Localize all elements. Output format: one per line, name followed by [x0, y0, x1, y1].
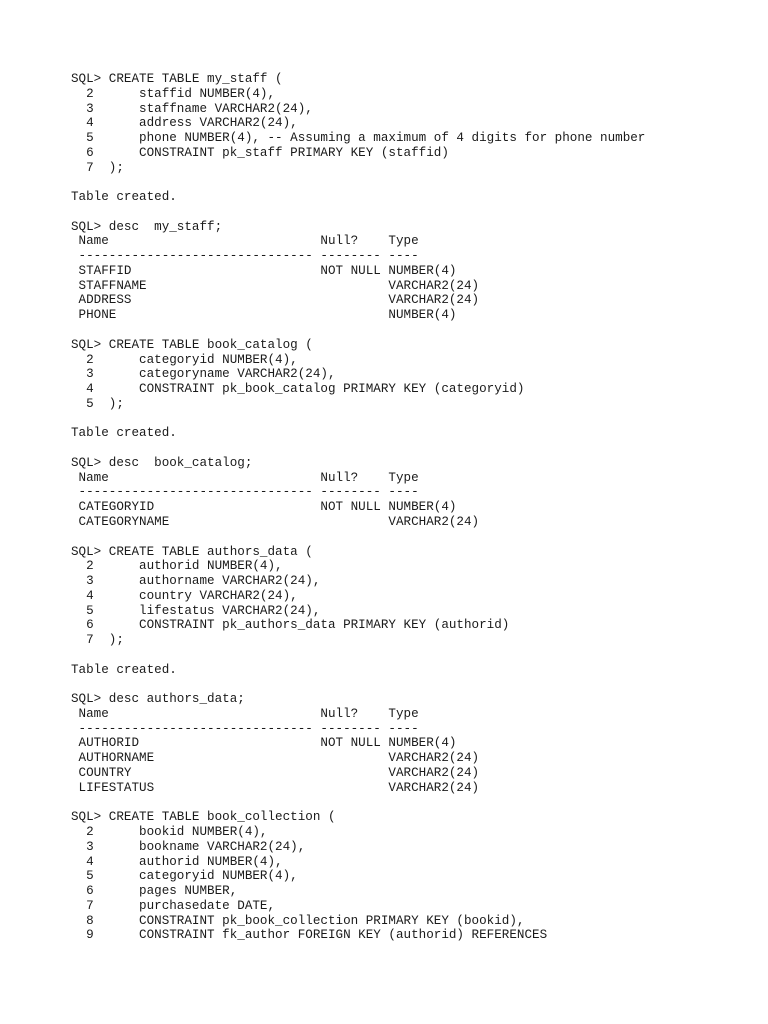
transcript-line: SQL> CREATE TABLE my_staff (: [71, 72, 283, 86]
transcript-line: ------------------------------- -------- ----: [71, 485, 419, 500]
transcript-line: AUTHORID NOT NULL NUMBER(4): [71, 736, 457, 751]
transcript-line: [71, 323, 751, 338]
transcript-line: 3 categoryname VARCHAR2(24),: [71, 367, 336, 382]
transcript-line: [71, 205, 751, 220]
transcript-line: 3 authorname VARCHAR2(24),: [71, 574, 321, 589]
transcript-line: STAFFID NOT NULL NUMBER(4): [71, 263, 457, 278]
transcript-line: 2 categoryid NUMBER(4),: [71, 352, 298, 367]
transcript-line: 5 categoryid NUMBER(4),: [71, 869, 298, 884]
transcript-line: CATEGORYID NOT NULL NUMBER(4): [71, 500, 457, 515]
transcript-line: 7 purchasedate DATE,: [71, 898, 276, 913]
transcript-line: 6 CONSTRAINT pk_authors_data PRIMARY KEY (authorid): [71, 618, 510, 633]
transcript-line: [71, 441, 751, 456]
transcript-line: 9 CONSTRAINT fk_author FOREIGN KEY (authorid) REFERENCES: [71, 928, 548, 943]
transcript-line: [71, 648, 751, 663]
transcript-line: ------------------------------- -------- ----: [71, 249, 419, 264]
transcript-line: CATEGORYNAME VARCHAR2(24): [71, 514, 480, 529]
transcript-line: [71, 677, 751, 692]
transcript-line: 7 );: [71, 160, 124, 175]
transcript-line: Table created.: [71, 426, 177, 441]
transcript-line: 3 bookname VARCHAR2(24),: [71, 839, 306, 854]
transcript-line: [71, 175, 751, 190]
transcript-line: SQL> CREATE TABLE book_collection (: [71, 810, 336, 825]
transcript-line: PHONE NUMBER(4): [71, 308, 457, 323]
transcript-line: 2 staffid NUMBER(4),: [71, 86, 276, 101]
transcript-line: Table created.: [71, 662, 177, 677]
transcript-line: Name Null? Type: [71, 470, 419, 485]
transcript-line: 6 pages NUMBER,: [71, 884, 238, 899]
transcript-line: SQL> desc authors_data;: [71, 692, 245, 707]
transcript-line: ------------------------------- -------- ----: [71, 721, 419, 736]
transcript-line: 8 CONSTRAINT pk_book_collection PRIMARY KEY (bookid),: [71, 913, 525, 928]
transcript-line: 2 authorid NUMBER(4),: [71, 559, 283, 574]
transcript-line: 3 staffname VARCHAR2(24),: [71, 101, 313, 116]
transcript-line: Name Null? Type: [71, 706, 419, 721]
transcript-line: SQL> desc my_staff;: [71, 219, 223, 234]
transcript-line: 5 phone NUMBER(4), -- Assuming a maximum of 4 digits for phone number: [71, 131, 646, 146]
transcript-line: 4 address VARCHAR2(24),: [71, 116, 298, 131]
transcript-line: SQL> CREATE TABLE book_catalog (: [71, 337, 313, 352]
transcript-line: COUNTRY VARCHAR2(24): [71, 765, 480, 780]
transcript-line: [71, 796, 751, 811]
transcript-line: LIFESTATUS VARCHAR2(24): [71, 780, 480, 795]
transcript-line: AUTHORNAME VARCHAR2(24): [71, 751, 480, 766]
transcript-line: 5 lifestatus VARCHAR2(24),: [71, 603, 321, 618]
transcript-line: 5 );: [71, 396, 124, 411]
transcript-line: SQL> CREATE TABLE authors_data (: [71, 544, 313, 559]
document-page: [71, 72, 751, 943]
transcript-line: 4 country VARCHAR2(24),: [71, 588, 298, 603]
transcript-line: Name Null? Type: [71, 234, 419, 249]
transcript-line: [71, 530, 751, 545]
transcript-line: 4 CONSTRAINT pk_book_catalog PRIMARY KEY (categoryid): [71, 382, 525, 397]
transcript-line: 6 CONSTRAINT pk_staff PRIMARY KEY (staffid): [71, 145, 449, 160]
transcript-line: 7 );: [71, 633, 124, 648]
sql-console-transcript: [71, 72, 751, 943]
transcript-line: 2 bookid NUMBER(4),: [71, 825, 268, 840]
transcript-line: [71, 412, 751, 427]
transcript-line: Table created.: [71, 190, 177, 205]
transcript-line: STAFFNAME VARCHAR2(24): [71, 278, 480, 293]
transcript-line: ADDRESS VARCHAR2(24): [71, 293, 480, 308]
transcript-line: SQL> desc book_catalog;: [71, 455, 253, 470]
transcript-line: 4 authorid NUMBER(4),: [71, 854, 283, 869]
